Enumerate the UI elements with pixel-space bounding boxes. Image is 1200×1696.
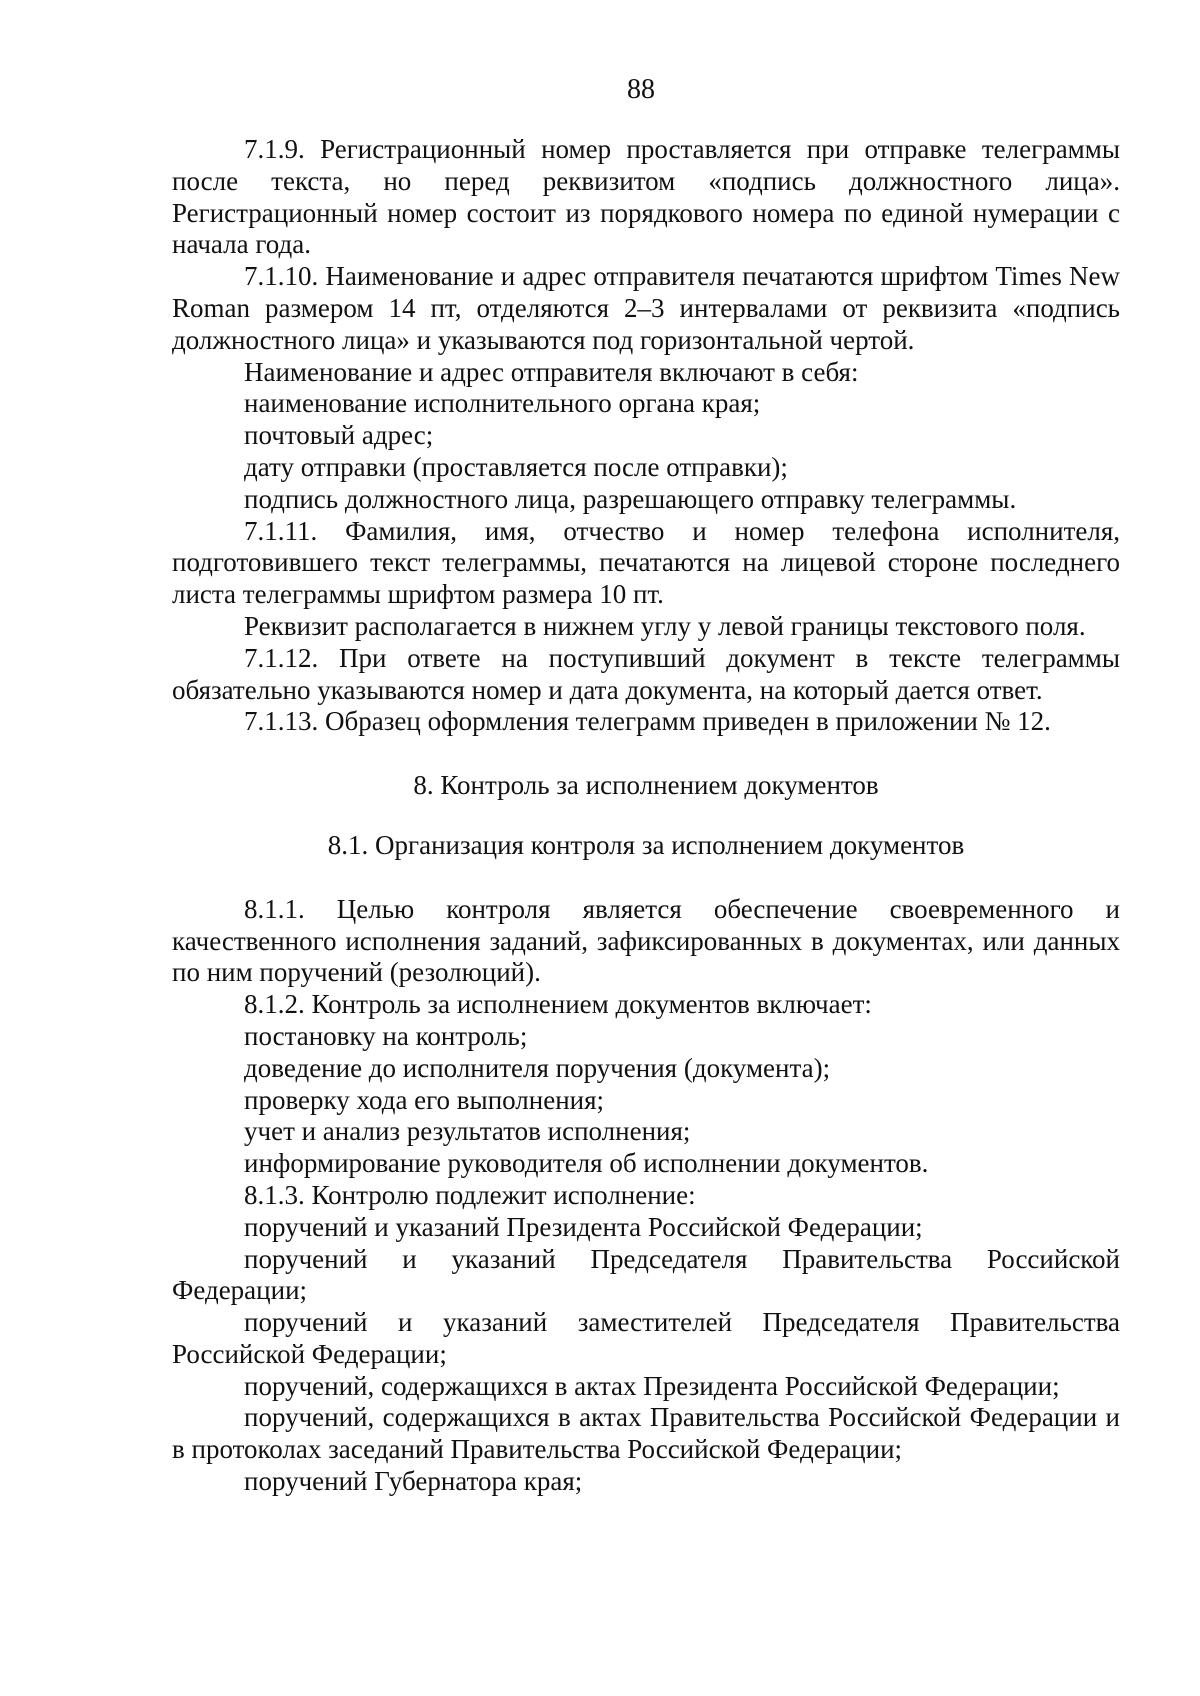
- subsection-heading: 8.1. Организация контроля за исполнением документов: [327, 829, 965, 860]
- list-item-head-informing: информирование руководителя об исполнении документов.: [244, 1148, 929, 1179]
- paragraph-requisite-location: Реквизит располагается в нижнем углу у левой границы текстового поля.: [244, 610, 1086, 641]
- list-item-chairman-orders: поручений и указаний Председателя Правительства Российской Федерации;: [172, 1243, 1120, 1306]
- paragraph-8-1-3: 8.1.3. Контролю подлежит исполнение:: [244, 1179, 696, 1210]
- paragraph-7-1-12: 7.1.12. При ответе на поступивший документ в тексте телеграммы обязательно указываются номер и дата документа, на который дается ответ.: [172, 642, 1120, 705]
- list-item-government-acts-orders: поручений, содержащихся в актах Правительства Российской Федерации и в протоколах заседаний Правительства Российской Федерации;: [172, 1402, 1120, 1465]
- list-item-president-acts-orders: поручений, содержащихся в актах Президента Российской Федерации;: [244, 1370, 1060, 1401]
- list-item-postal-address: почтовый адрес;: [244, 420, 434, 451]
- list-item-executive-body-name: наименование исполнительного органа края;: [244, 388, 761, 419]
- document-body: [172, 134, 1120, 1498]
- paragraph-8-1-2: 8.1.2. Контроль за исполнением документов включает:: [244, 989, 872, 1020]
- section-heading: 8. Контроль за исполнением документов: [413, 770, 879, 801]
- paragraph-7-1-13: 7.1.13. Образец оформления телеграмм приведен в приложении № 12.: [244, 706, 1051, 737]
- list-item-result-analysis: учет и анализ результатов исполнения;: [244, 1116, 691, 1147]
- paragraph-sender-includes: Наименование и адрес отправителя включают в себя:: [244, 356, 859, 387]
- paragraph-7-1-11: 7.1.11. Фамилия, имя, отчество и номер телефона исполнителя, подготовившего текст телеграммы, печатаются на лицевой стороне последнего листа телеграммы шрифтом размера 10 пт.: [172, 515, 1120, 610]
- paragraph-7-1-10: 7.1.10. Наименование и адрес отправителя печатаются шрифтом Times New Roman размером 14 пт, отделяются 2–3 интервалами от реквизита «подпись должностного лица» и указываются под горизонтальной чертой.: [172, 261, 1120, 355]
- paragraph-7-1-9: 7.1.9. Регистрационный номер проставляется при отправке телеграммы после текста, но перед реквизитом «подпись должностного лица». Регистрационный номер состоит из порядкового номера по единой нумерации с начала года.: [172, 134, 1120, 260]
- list-item-control-setup: постановку на контроль;: [244, 1020, 528, 1051]
- list-item-send-date: дату отправки (проставляется после отправки);: [244, 451, 788, 482]
- list-item-delivery-to-executor: доведение до исполнителя поручения (документа);: [244, 1052, 831, 1083]
- page-number: 88: [627, 74, 655, 105]
- list-item-progress-check: проверку хода его выполнения;: [244, 1084, 605, 1115]
- paragraph-8-1-1: 8.1.1. Целью контроля является обеспечение своевременного и качественного исполнения заданий, зафиксированных в документах, или данных по ним поручений (резолюций).: [172, 893, 1120, 988]
- list-item-governor-orders: поручений Губернатора края;: [244, 1466, 583, 1497]
- list-item-deputy-chairman-orders: поручений и указаний заместителей Председателя Правительства Российской Федерации;: [172, 1307, 1120, 1369]
- list-item-official-signature: подпись должностного лица, разрешающего отправку телеграммы.: [244, 483, 1017, 514]
- list-item-president-orders: поручений и указаний Президента Российской Федерации;: [244, 1211, 923, 1242]
